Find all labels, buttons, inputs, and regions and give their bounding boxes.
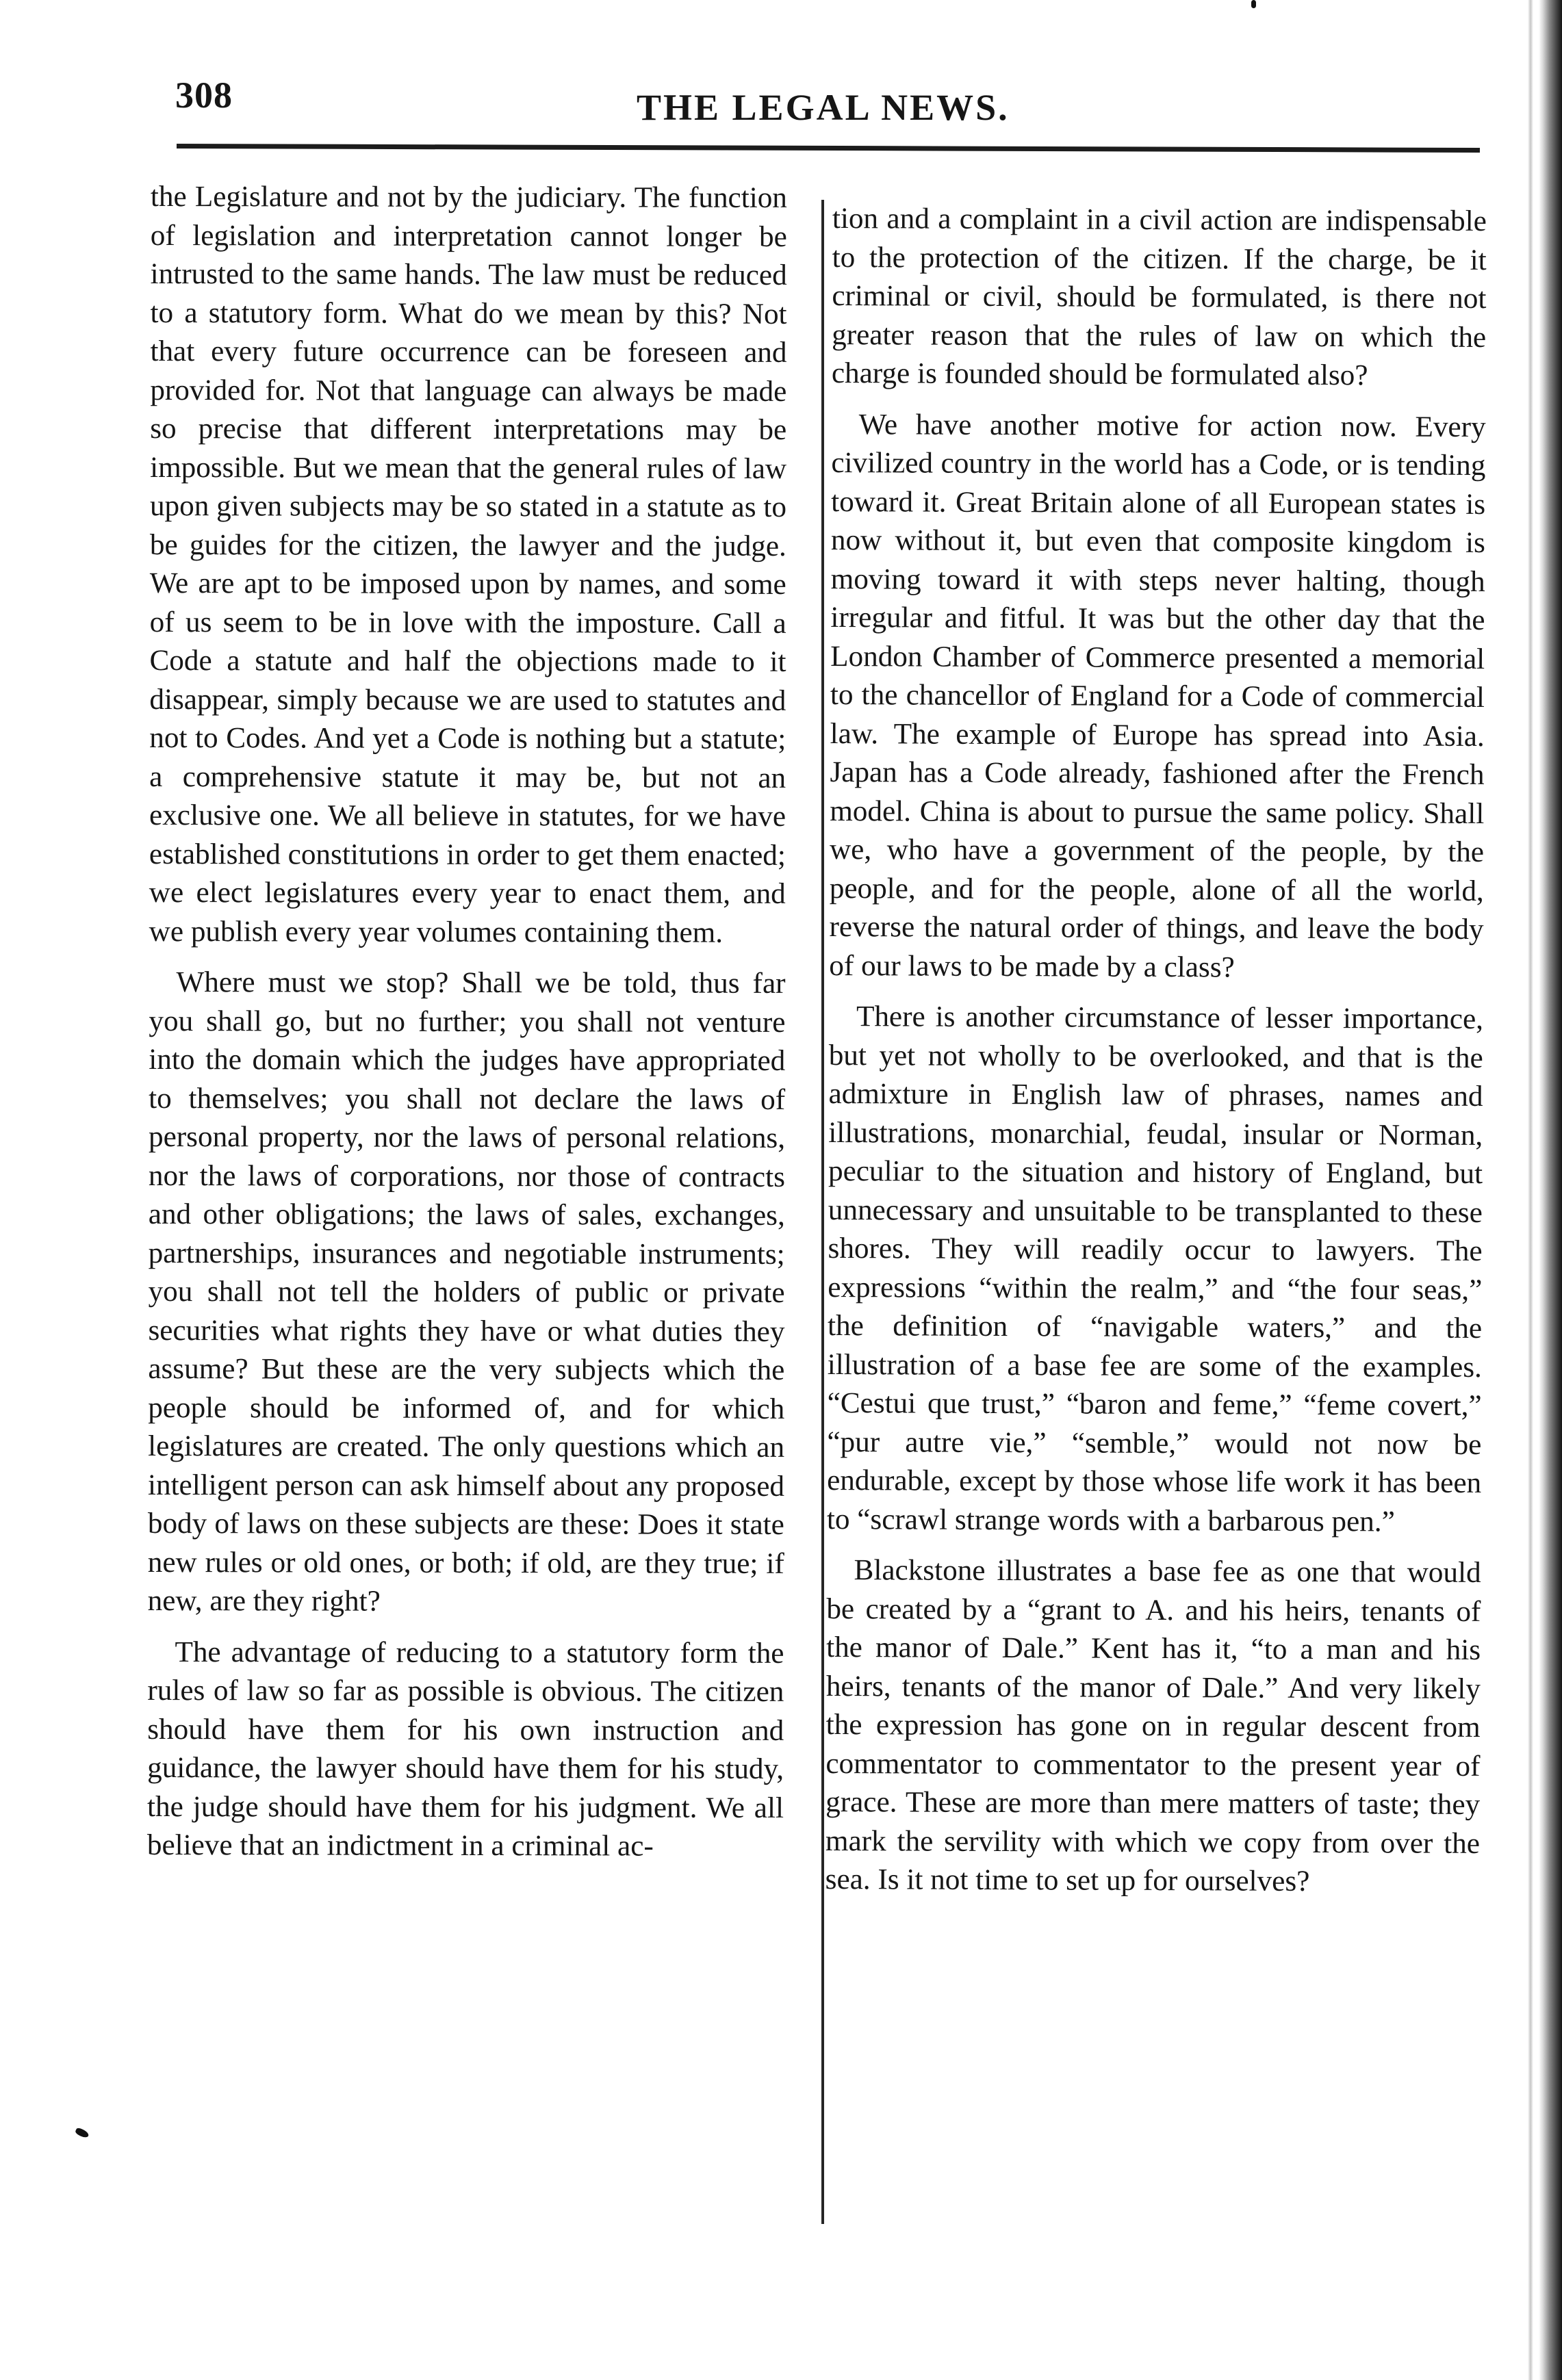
- left-column: [147, 178, 787, 1878]
- right-paragraph-3: There is another circumstance of lesser importance, but yet not wholly to be overlooked, and that is the admixture in English law of phrases, names and illustrations, monarchial, feudal, insular or Norman, peculiar to the situation and history of England, but unnecessary and unsuitable to be transplanted to these shores. They will readily occur to lawyers. The expressions “within the realm,” and “the four seas,” the definition of “navigable waters,” and the illustration of a base fee are some of the examples. “Cestui que trust,” “baron and feme,” “feme covert,” “pur autre vie,” “semble,” would not now be endurable, except by those whose life work it has been to “scrawl strange words with a barbarous pen.”: [826, 1000, 1484, 1538]
- scan-mark: [75, 2127, 90, 2139]
- page-number: 308: [175, 75, 233, 116]
- left-paragraph-2: Where must we stop? Shall we be told, thus far you shall go, but no further; you shall not venture into the domain which the judges have appropriated to themselves; you shall not declare the laws of personal property, nor the laws of personal relations, nor the laws of corporations, nor those of contracts and other obligations; the laws of sales, exchanges, partnerships, insurances and negotiable instruments; you shall not tell the holders of public or private securities what rights they have or what duties they assume? But these are the very subjects which the people should be informed of, and for which legislatures are created. The only questions which an intelligent person can ask himself about any proposed body of laws on these subjects are these: Does it state new rules or old ones, or both; if old, are they true; if new, are they right?: [147, 966, 786, 1618]
- right-column: [825, 200, 1487, 1914]
- running-title: THE LEGAL NEWS.: [637, 87, 1010, 128]
- page-edge-shadow-line: [1528, 0, 1533, 2380]
- right-paragraph-2: We have another motive for action now. Every civilized country in the world has a Code, or is tending toward it. Great Britain alone of all European states is now without it, but even that composite kingdom is moving toward it with steps never halting, though irregular and fitful. It was but the other day that the London Chamber of Commerce presented a memorial to the chancellor of England for a Code of commercial law. The example of Europe has spread into Asia. Japan has a Code already, fashioned after the French model. China is about to pursue the same policy. Shall we, who have a government of the people, by the people, and for the people, alone of all the world, reverse the natural order of things, and leave the body of our laws to be made by a class?: [829, 408, 1486, 983]
- left-paragraph-1: the Legislature and not by the judiciary. The function of legislation and interpretation cannot longer be intrusted to the same hands. The law must be reduced to a statutory form. What do we mean by this? Not that every future occurrence can be foreseen and provided for. Not that language can always be made so precise that different interpretations may be impossible. But we mean that the general rules of law upon given subjects may be so stated in a statute as to be guides for the citizen, the lawyer and the judge. We are apt to be imposed upon by names, and some of us seem to be in love with the imposture. Call a Code a statute and half the objections made to it disappear, simply because we are used to statutes and not to Codes. And yet a Code is nothing but a statute; a comprehensive statute it may be, but not an exclusive one. We all believe in statutes, for we have established constitutions in order to get them enacted; we elect legislatures every year to enact them, and we publish every year volumes containing them.: [149, 181, 787, 949]
- page-edge-shadow: [1539, 0, 1562, 2380]
- right-paragraph-1: tion and a complaint in a civil action are indispensable to the protection of the citizen. If the charge, be it criminal or civil, should be formulated, is there not greater reason that the rules of law on which the charge is founded should be formulated also?: [831, 202, 1487, 392]
- left-paragraph-3: The advantage of reducing to a statutory form the rules of law so far as possible is obvious. The citizen should have them for his own instruction and guidance, the lawyer should have them for his study, the judge should have them for his judgment. We all believe that an indictment in a criminal ac-: [146, 1635, 784, 1863]
- scan-speck: [1251, 0, 1256, 8]
- header-rule: [177, 144, 1480, 153]
- column-rule: [821, 200, 824, 2224]
- right-paragraph-4: Blackstone illustrates a base fee as one that would be created by a “grant to A. and his heirs, tenants of the manor of Dale.” Kent has it, “to a man and his heirs, tenants of the manor of Dale.” And very likely the expression has gone on in regular descent from commentator to commentator to the present year of grace. These are more than mere matters of taste; they mark the servility with which we copy from over the sea. Is it not time to set up for ourselves?: [825, 1554, 1481, 1898]
